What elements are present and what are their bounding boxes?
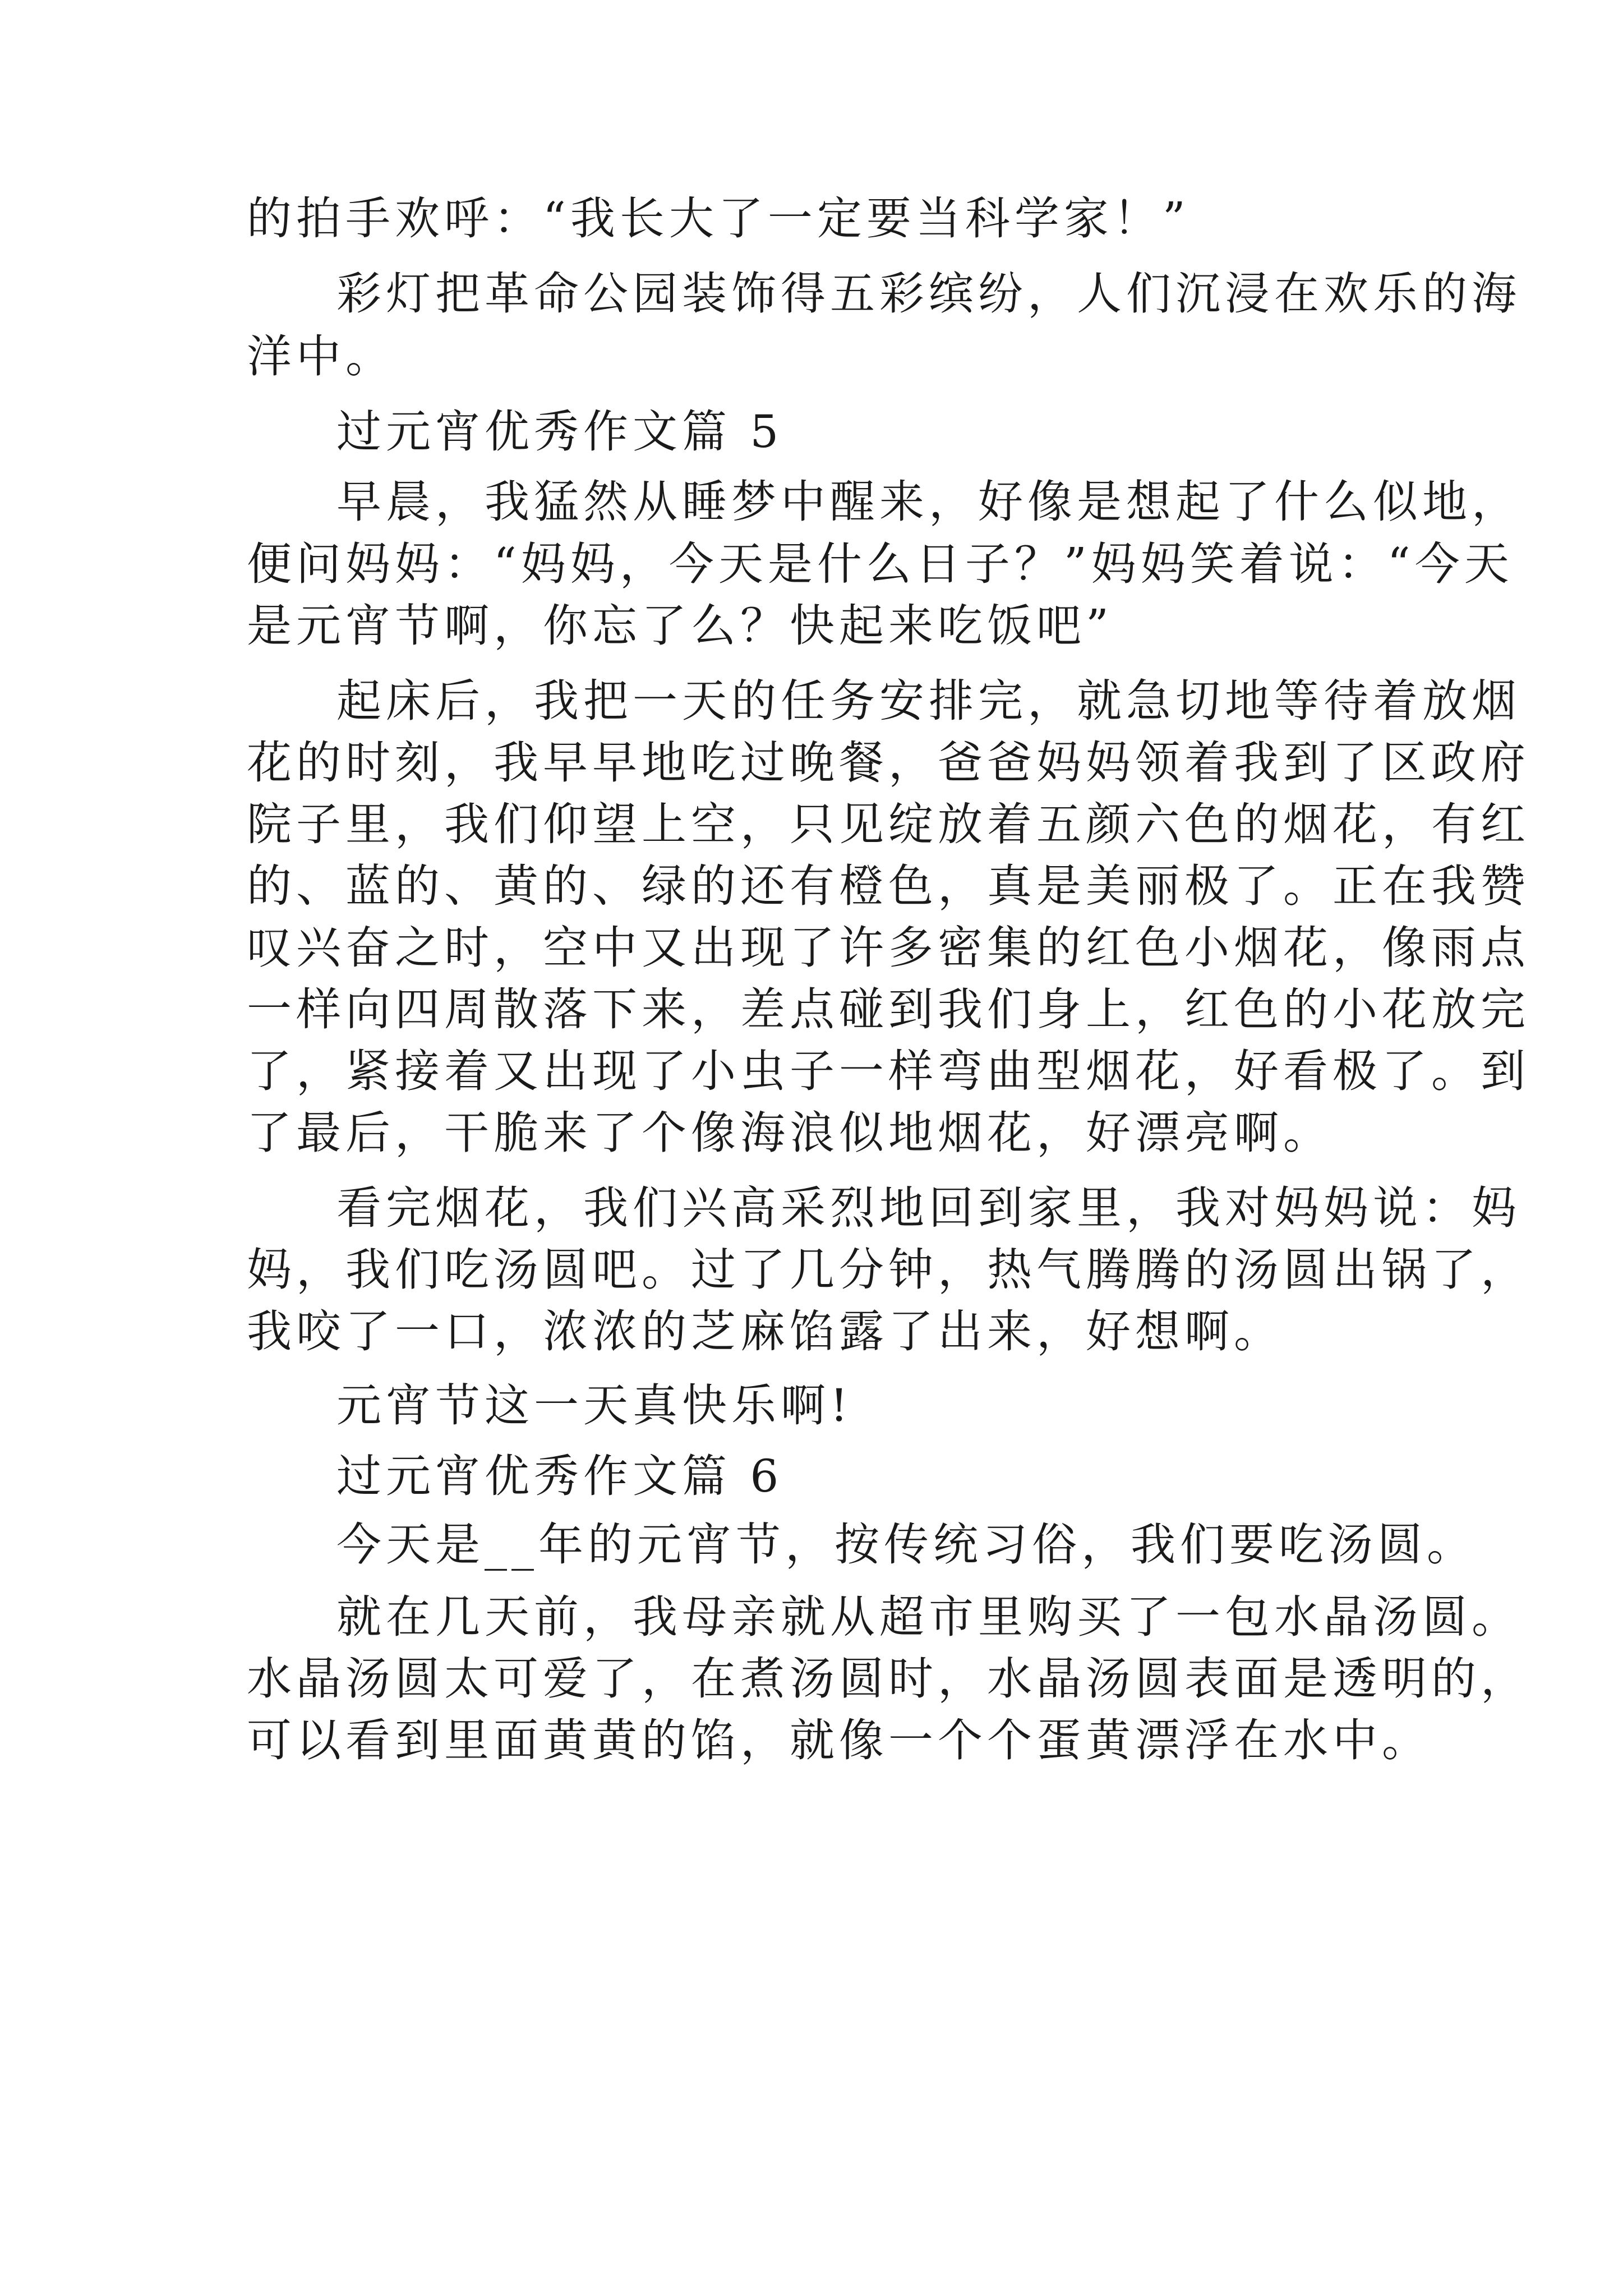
- text-line: 的拍手欢呼：“我长大了一定要当科学家！”: [247, 192, 1190, 245]
- paragraph-first-line: 就在几天前，我母亲就从超市里购买了一包水晶汤圆。: [336, 1591, 1521, 1643]
- paragraph-first-line: 元宵节这一天真快乐啊!: [336, 1379, 853, 1432]
- text-line: 了，紧接着又出现了小虫子一样弯曲型烟花，好看极了。到: [247, 1045, 1530, 1097]
- paragraph-first-line: 今天是__年的元宵节，按传统习俗，我们要吃汤圆。: [336, 1519, 1476, 1571]
- section-heading: 过元宵优秀作文篇 6: [336, 1450, 783, 1502]
- text-line: 我咬了一口，浓浓的芝麻馅露了出来，好想啊。: [247, 1305, 1283, 1358]
- text-line: 院子里，我们仰望上空，只见绽放着五颜六色的烟花，有红: [247, 798, 1530, 850]
- paragraph-first-line: 起床后，我把一天的任务安排完，就急切地等待着放烟: [336, 675, 1521, 727]
- text-line: 是元宵节啊，你忘了么？快起来吃饭吧”: [247, 600, 1113, 652]
- paragraph-first-line: 彩灯把革命公园装饰得五彩缤纷，人们沉浸在欢乐的海: [336, 268, 1521, 320]
- text-line: 的、蓝的、黄的、绿的还有橙色，真是美丽极了。正在我赞: [247, 860, 1530, 912]
- text-line: 水晶汤圆太可爱了，在煮汤圆时，水晶汤圆表面是透明的，: [247, 1653, 1530, 1705]
- paragraph-first-line: 看完烟花，我们兴高采烈地回到家里，我对妈妈说：妈: [336, 1182, 1521, 1234]
- text-line: 花的时刻，我早早地吃过晚餐，爸爸妈妈领着我到了区政府: [247, 737, 1530, 789]
- text-line: 叹兴奋之时，空中又出现了许多密集的红色小烟花，像雨点: [247, 922, 1530, 974]
- text-line: 洋中。: [247, 330, 395, 383]
- text-line: 妈，我们吃汤圆吧。过了几分钟，热气腾腾的汤圆出锅了，: [247, 1244, 1530, 1296]
- section-heading: 过元宵优秀作文篇 5: [336, 406, 783, 458]
- text-line: 一样向四周散落下来，差点碰到我们身上，红色的小花放完: [247, 983, 1530, 1036]
- paragraph-first-line: 早晨，我猛然从睡梦中醒来，好像是想起了什么似地，: [336, 476, 1521, 528]
- text-line: 可以看到里面黄黄的馅，就像一个个蛋黄漂浮在水中。: [247, 1714, 1431, 1766]
- text-line: 了最后，干脆来了个像海浪似地烟花，好漂亮啊。: [247, 1107, 1332, 1159]
- text-line: 便问妈妈：“妈妈，今天是什么日子？”妈妈笑着说：“今天: [247, 538, 1514, 590]
